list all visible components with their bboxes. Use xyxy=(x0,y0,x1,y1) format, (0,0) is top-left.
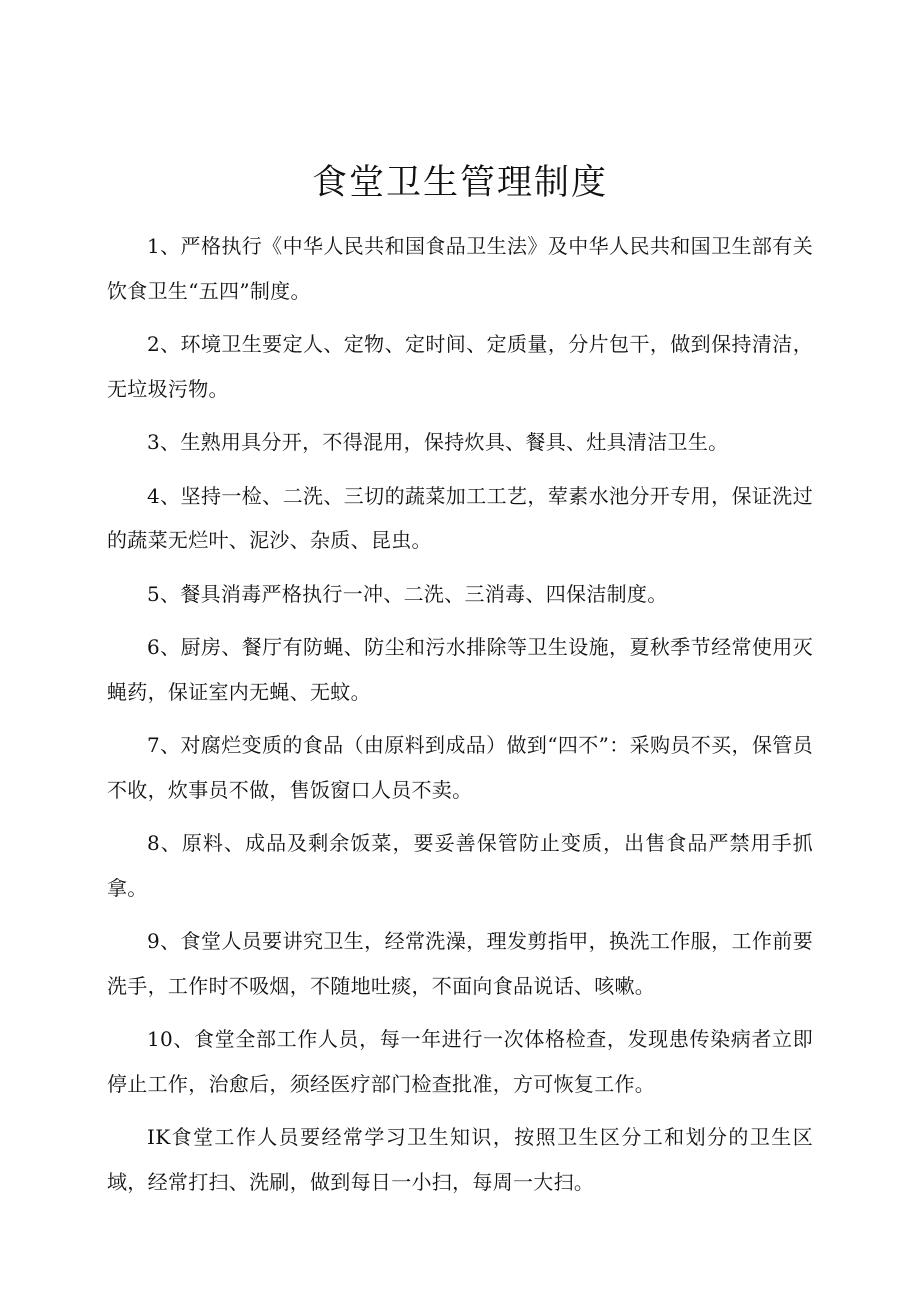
clause-8: 8、原料、成品及剩余饭菜，要妥善保管防止变质，出售食品严禁用手抓拿。 xyxy=(107,831,813,900)
clause-1: 1、严格执行《中华人民共和国食品卫生法》及中华人民共和国卫生部有关饮食卫生“五四”制度。 xyxy=(107,234,813,303)
clause-3: 3、生熟用具分开，不得混用，保持炊具、餐具、灶具清洁卫生。 xyxy=(147,430,729,454)
clause-5: 5、餐具消毒严格执行一冲、二洗、三消毒、四保洁制度。 xyxy=(147,581,668,606)
clause-6: 6、厨房、餐厅有防蝇、防尘和污水排除等卫生设施，夏秋季节经常使用灭蝇药，保证室内无蝇、无蚊。 xyxy=(107,635,813,704)
clause-7: 7、对腐烂变质的食品（由原料到成品）做到“四不”：采购员不买，保管员不收，炊事员不做，售饭窗口人员不卖。 xyxy=(107,733,813,802)
clause-2: 2、环境卫生要定人、定物、定时间、定质量，分片包干，做到保持清洁，无垃圾污物。 xyxy=(107,332,813,401)
clause-11: IK食堂工作人员要经常学习卫生知识，按照卫生区分工和划分的卫生区域，经常打扫、洗刷，做到每日一小扫，每周一大扫。 xyxy=(107,1125,813,1194)
clause-4: 4、坚持一检、二洗、三切的蔬菜加工工艺，荤素水池分开专用，保证洗过的蔬菜无烂叶、泥沙、杂质、昆虫。 xyxy=(107,483,813,552)
clause-10: 10、食堂全部工作人员，每一年进行一次体格检查，发现患传染病者立即停止工作，治愈后，须经医疗部门检查批准，方可恢复工作。 xyxy=(107,1027,813,1096)
document-title: 食堂卫生管理制度 xyxy=(311,163,608,203)
clause-list xyxy=(107,224,813,1213)
clause-9: 9、食堂人员要讲究卫生，经常洗澡，理发剪指甲，换洗工作服，工作前要洗手，工作时不吸烟，不随地吐痰，不面向食品说话、咳嗽。 xyxy=(107,929,813,998)
